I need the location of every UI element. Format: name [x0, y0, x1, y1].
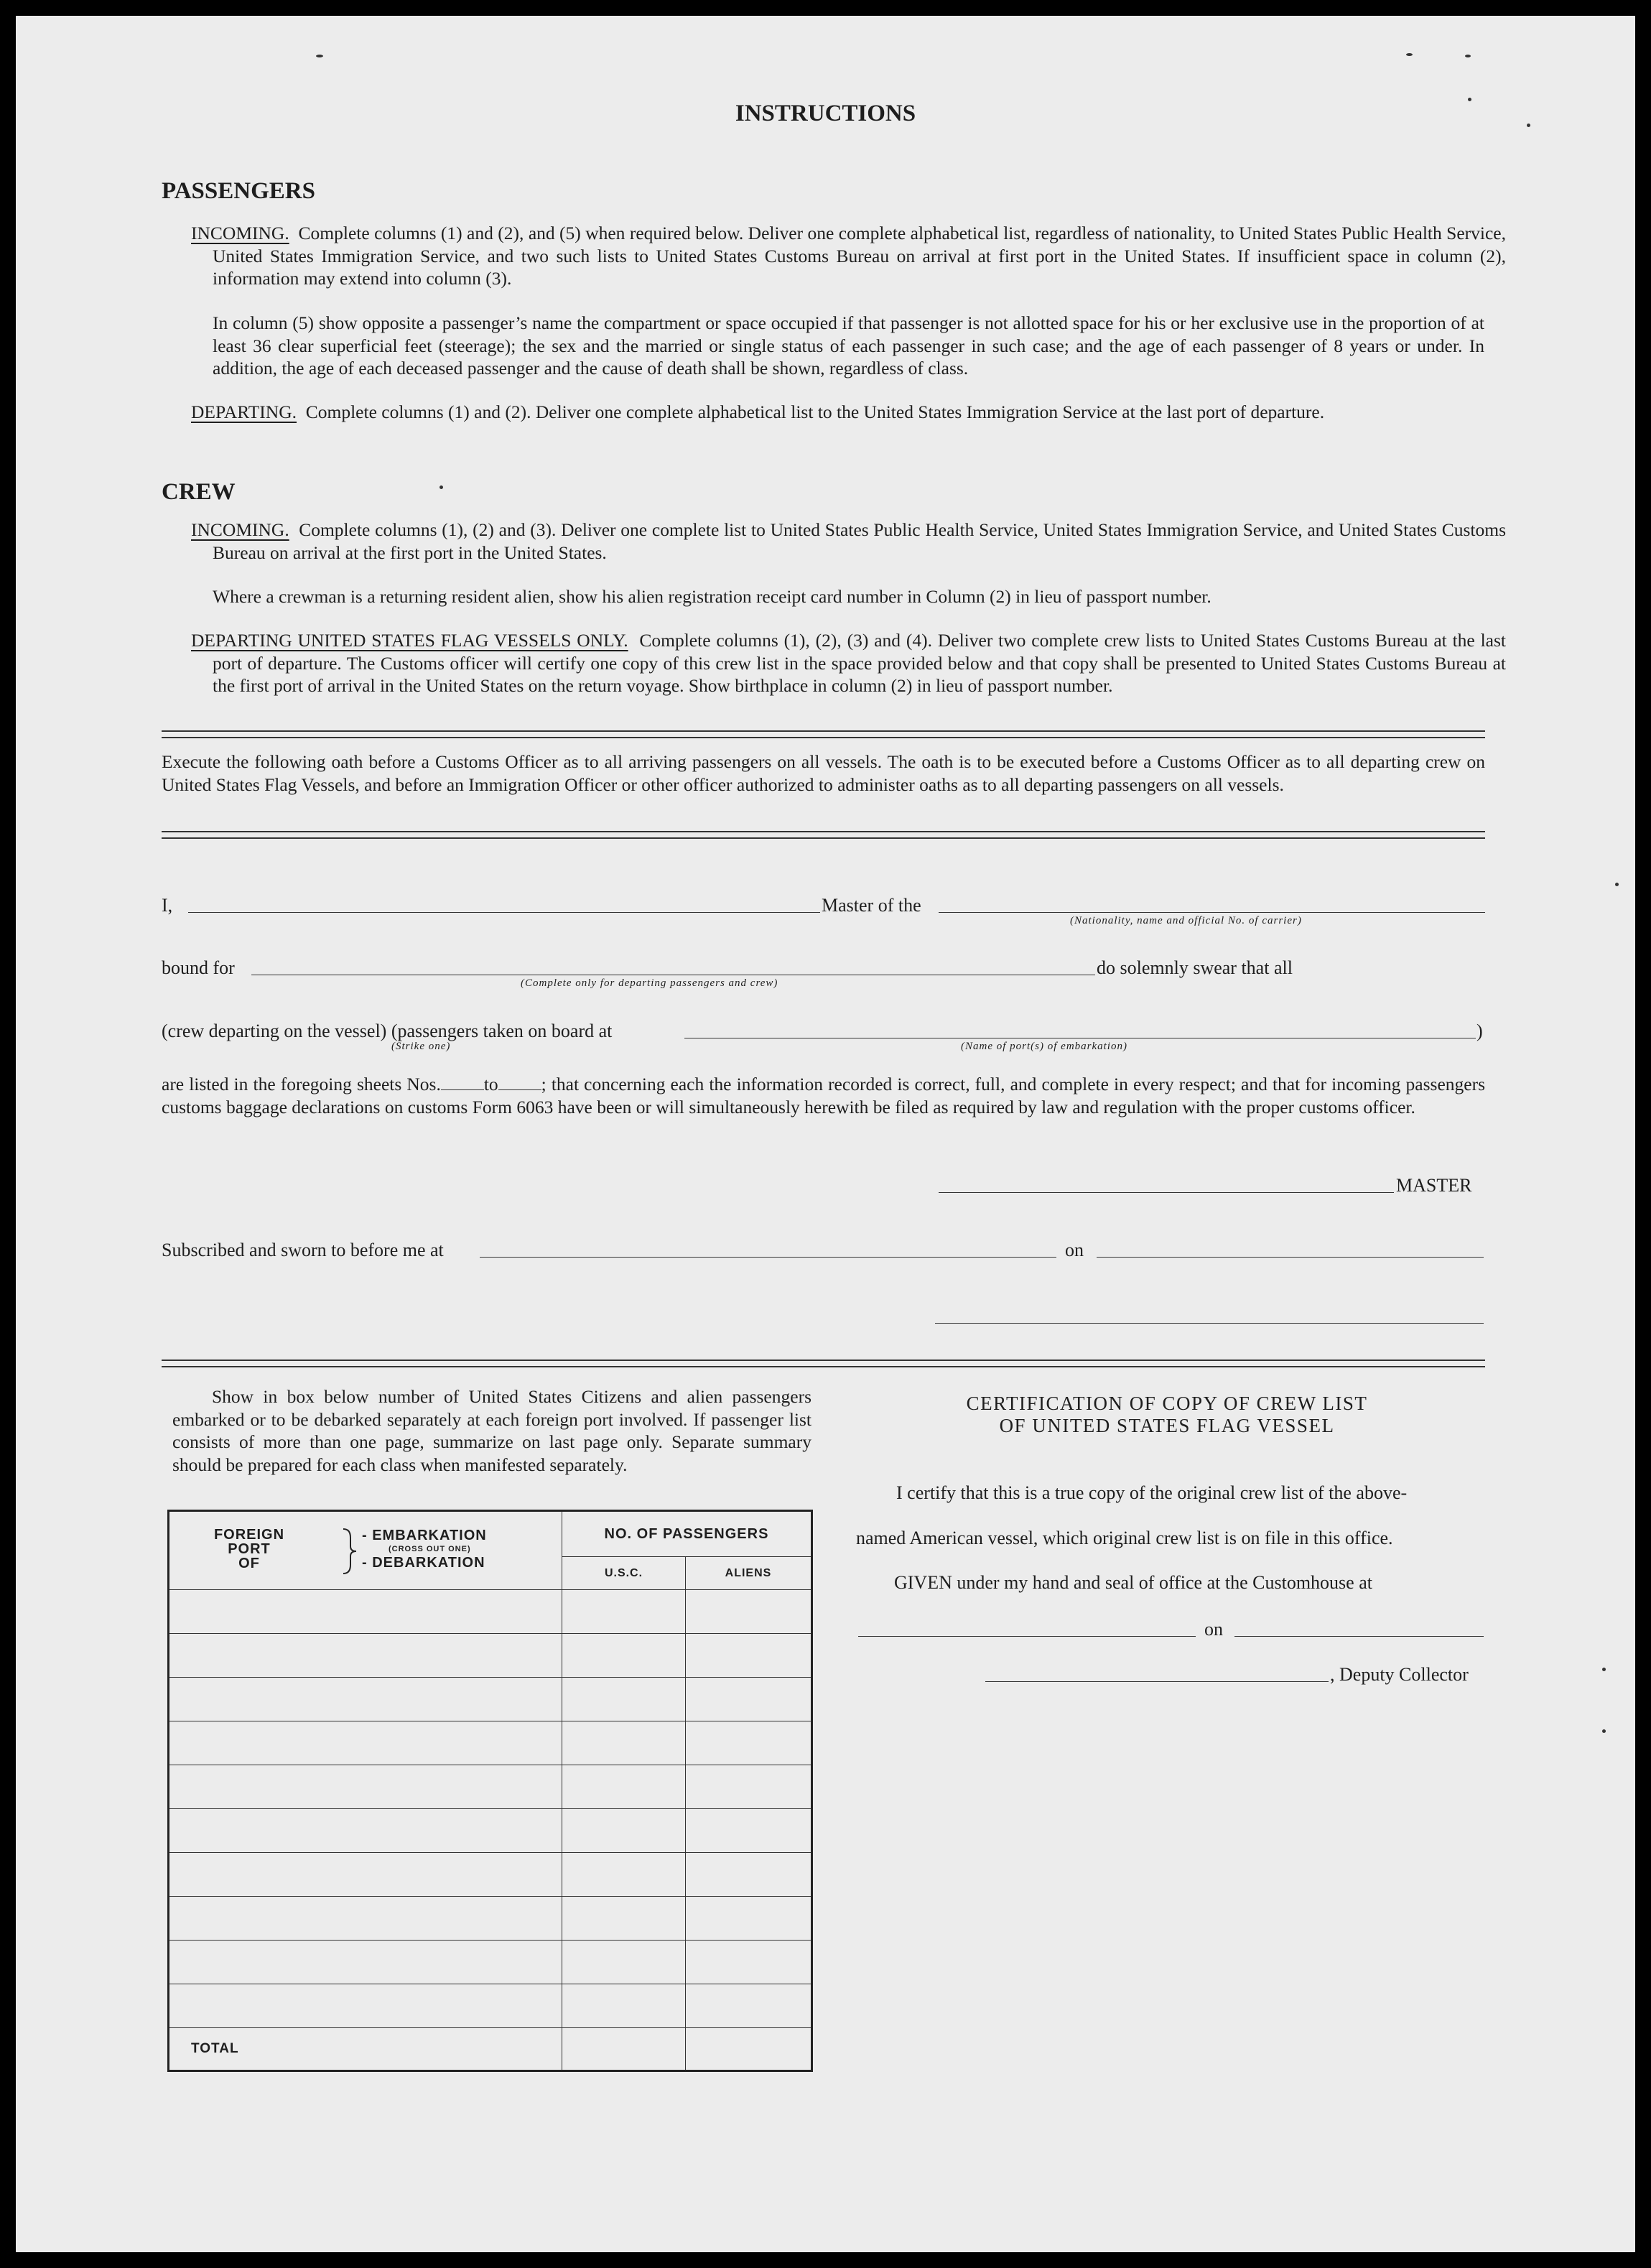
scan-speck	[1527, 124, 1530, 127]
deputy-collector-label: , Deputy Collector	[1330, 1664, 1469, 1685]
scan-speck	[316, 55, 323, 57]
port-cell[interactable]	[169, 1765, 562, 1809]
strike-one-caption: (Strike one)	[391, 1041, 451, 1052]
passenger-summary-table	[167, 1510, 813, 2072]
divider-double-line	[162, 831, 1485, 839]
brace-icon	[340, 1528, 358, 1575]
carrier-field[interactable]	[939, 912, 1485, 913]
of-label: OF	[238, 1556, 260, 1571]
scan-speck	[1406, 53, 1413, 56]
usc-cell[interactable]	[562, 1678, 686, 1721]
certification-heading-line2: OF UNITED STATES FLAG VESSEL	[999, 1415, 1335, 1436]
table-row	[169, 1897, 812, 1941]
passengers-column5-paragraph: In column (5) show opposite a passenger’s name the compartment or space occupied if that passenger is not allotted space for his or her exclusive use in the proportion of at least 36 clear superficial feet (steerage); the sex and the married or single status of each passenger in such case; and the age of each passenger of 8 years or under. In addition, the age of each deceased passenger and the cause of death shall be shown, regardless of class.	[213, 312, 1484, 378]
table-row	[169, 1634, 812, 1678]
table-row	[169, 1721, 812, 1765]
listed-rest: ; that concerning each the information recorded is correct, full, and complete in every respect; and that for incoming passengers customs baggage declarations on customs Form 6063 have been or will simultaneously herewith be filed as required by law and regulation with the proper customs officer.	[162, 1074, 1485, 1117]
table-row	[169, 1765, 812, 1809]
certification-heading	[844, 1393, 1490, 1437]
crew-incoming-lead: INCOMING.	[191, 519, 289, 540]
table-row	[169, 1984, 812, 2028]
port-cell[interactable]	[169, 1984, 562, 2028]
certification-date-field[interactable]	[1234, 1636, 1484, 1637]
certification-text-line2: named American vessel, which original crew list is on file in this office.	[856, 1528, 1393, 1548]
subscribed-label: Subscribed and sworn to before me at	[162, 1240, 444, 1260]
scan-speck	[1465, 55, 1471, 57]
aliens-cell[interactable]	[686, 1809, 812, 1853]
certification-on-label: on	[1204, 1619, 1223, 1640]
port-header-cell	[169, 1511, 562, 1590]
aliens-cell[interactable]	[686, 1634, 812, 1678]
usc-cell[interactable]	[562, 1590, 686, 1634]
sworn-date-field[interactable]	[1097, 1257, 1484, 1258]
usc-cell[interactable]	[562, 1984, 686, 2028]
scan-speck	[1602, 1729, 1606, 1733]
master-of-label: Master of the	[822, 895, 921, 916]
crew-departing-text: Complete columns (1), (2), (3) and (4). Deliver two complete crew lists to United States Customs Bureau at the last port of departure. The Customs officer will certify one copy of this crew list in the space provided below and that copy shall be presented to United States Customs Bureau at the first port of arrival in the United States on the return voyage. Show birthplace in column (2) in lieu of passport number.	[213, 630, 1507, 696]
summary-instructions: Show in box below number of United States Citizens and alien passengers embarked or to be debarked separately at each foreign port involved. If passenger list consists of more than one page, summarize on last page only. Separate summary should be prepared for each class when manifested separately.	[172, 1386, 811, 1475]
aliens-cell[interactable]	[686, 1941, 812, 1984]
port-cell[interactable]	[169, 1809, 562, 1853]
ports-caption: (Name of port(s) of embarkation)	[961, 1041, 1127, 1052]
divider-double-line	[162, 730, 1485, 738]
table-row	[169, 1853, 812, 1897]
aliens-cell[interactable]	[686, 1721, 812, 1765]
listed-prefix: are listed in the foregoing sheets Nos.	[162, 1074, 441, 1095]
port-cell[interactable]	[169, 1941, 562, 1984]
usc-cell[interactable]	[562, 1765, 686, 1809]
port-cell[interactable]	[169, 1678, 562, 1721]
passengers-incoming-paragraph	[191, 222, 1506, 290]
usc-cell[interactable]	[562, 1634, 686, 1678]
sworn-place-field[interactable]	[480, 1257, 1056, 1258]
crew-heading: CREW	[162, 479, 236, 505]
passengers-incoming-text: Complete columns (1) and (2), and (5) when required below. Deliver one complete alphabetical list, regardless of nationality, to United States Public Health Service, United States Immigration Service, and two such lists to United States Customs Bureau on arrival at first port in the United States. If insufficient space in column (2), information may extend into column (3).	[213, 223, 1507, 289]
officer-signature-field[interactable]	[935, 1323, 1484, 1324]
certification-given: GIVEN under my hand and seal of office at the Customhouse at	[894, 1572, 1372, 1593]
master-signature-field[interactable]	[939, 1192, 1394, 1193]
port-cell[interactable]	[169, 1634, 562, 1678]
crew-incoming-paragraph	[191, 519, 1506, 564]
no-passengers-header: NO. OF PASSENGERS	[562, 1511, 812, 1557]
passengers-departing-lead: DEPARTING.	[191, 401, 297, 422]
usc-cell[interactable]	[562, 1941, 686, 1984]
usc-cell[interactable]	[562, 1897, 686, 1941]
oath-instructions: Execute the following oath before a Customs Officer as to all arriving passengers on all vessels. The oath is to be executed before a Customs Officer as to all departing crew on United States Flag Vessels, and before an Immigration Officer or other officer authorized to administer oaths as to all departing passengers on all vessels.	[162, 751, 1485, 795]
aliens-cell[interactable]	[686, 1765, 812, 1809]
passengers-incoming-lead: INCOMING.	[191, 223, 289, 243]
master-name-field[interactable]	[188, 912, 820, 913]
usc-header: U.S.C.	[562, 1557, 686, 1590]
port-cell[interactable]	[169, 1897, 562, 1941]
close-paren: )	[1476, 1021, 1483, 1041]
listed-sheets-paragraph	[162, 1073, 1485, 1118]
usc-cell[interactable]	[562, 1853, 686, 1897]
customhouse-field[interactable]	[858, 1636, 1196, 1637]
usc-cell[interactable]	[562, 1809, 686, 1853]
table-row	[169, 1590, 812, 1634]
aliens-cell[interactable]	[686, 1897, 812, 1941]
solemnly-swear-label: do solemnly swear that all	[1097, 957, 1293, 978]
crew-departing-paragraph	[191, 629, 1506, 697]
aliens-header: ALIENS	[686, 1557, 812, 1590]
table-row	[169, 1941, 812, 1984]
sheet-from-field[interactable]	[441, 1089, 484, 1090]
scan-speck	[1615, 883, 1619, 886]
port-cell[interactable]	[169, 1590, 562, 1634]
scan-speck	[440, 485, 443, 489]
sworn-on-label: on	[1065, 1240, 1084, 1260]
crew-departing-lead: DEPARTING UNITED STATES FLAG VESSELS ONLY.	[191, 630, 628, 651]
foreign-label: FOREIGN	[213, 1527, 285, 1543]
passengers-heading: PASSENGERS	[162, 178, 315, 204]
aliens-cell[interactable]	[686, 1678, 812, 1721]
embarkation-label: - EMBARKATION	[362, 1528, 487, 1543]
scan-speck	[1468, 98, 1471, 101]
port-header-label	[210, 1528, 289, 1571]
aliens-cell[interactable]	[686, 1590, 812, 1634]
bound-for-label: bound for	[162, 957, 235, 978]
certification-text-line1: I certify that this is a true copy of the original crew list of the above-	[896, 1482, 1408, 1503]
certification-heading-line1: CERTIFICATION OF COPY OF CREW LIST	[966, 1393, 1368, 1414]
master-label: MASTER	[1396, 1175, 1472, 1196]
crew-resident-paragraph: Where a crewman is a returning resident alien, show his alien registration receipt card number in Column (2) in lieu of passport number.	[213, 586, 1211, 607]
bound-for-caption: (Complete only for departing passengers and crew)	[521, 977, 778, 989]
passengers-departing-paragraph	[191, 401, 1506, 424]
table-row	[169, 1678, 812, 1721]
crew-incoming-text: Complete columns (1), (2) and (3). Deliver one complete list to United States Public Health Service, United States Immigration Service, and United States Customs Bureau on arrival at the first port in the United States.	[213, 519, 1507, 563]
port-label: PORT	[228, 1541, 271, 1557]
crew-passengers-label: (crew departing on the vessel) (passengers taken on board at	[162, 1021, 613, 1041]
scan-speck	[1602, 1668, 1606, 1671]
total-usc-cell[interactable]	[562, 2028, 686, 2071]
table-row	[169, 1809, 812, 1853]
total-row	[169, 2028, 812, 2071]
total-aliens-cell[interactable]	[686, 2028, 812, 2071]
aliens-cell[interactable]	[686, 1853, 812, 1897]
oath-i-label: I,	[162, 895, 173, 916]
sheet-to-field[interactable]	[498, 1089, 541, 1090]
aliens-cell[interactable]	[686, 1984, 812, 2028]
page-title: INSTRUCTIONS	[735, 101, 916, 126]
passengers-departing-text: Complete columns (1) and (2). Deliver one complete alphabetical list to the United States Immigration Service at the last port of departure.	[305, 401, 1325, 422]
cross-out-label: (CROSS OUT ONE)	[389, 1545, 471, 1553]
total-label: TOTAL	[169, 2028, 562, 2071]
deputy-collector-field[interactable]	[985, 1681, 1329, 1682]
port-cell[interactable]	[169, 1853, 562, 1897]
port-cell[interactable]	[169, 1721, 562, 1765]
debarkation-label: - DEBARKATION	[362, 1555, 485, 1571]
usc-cell[interactable]	[562, 1721, 686, 1765]
carrier-caption: (Nationality, name and official No. of carrier)	[1070, 915, 1302, 926]
divider-double-line	[162, 1360, 1485, 1367]
listed-to-label: to	[483, 1074, 498, 1095]
